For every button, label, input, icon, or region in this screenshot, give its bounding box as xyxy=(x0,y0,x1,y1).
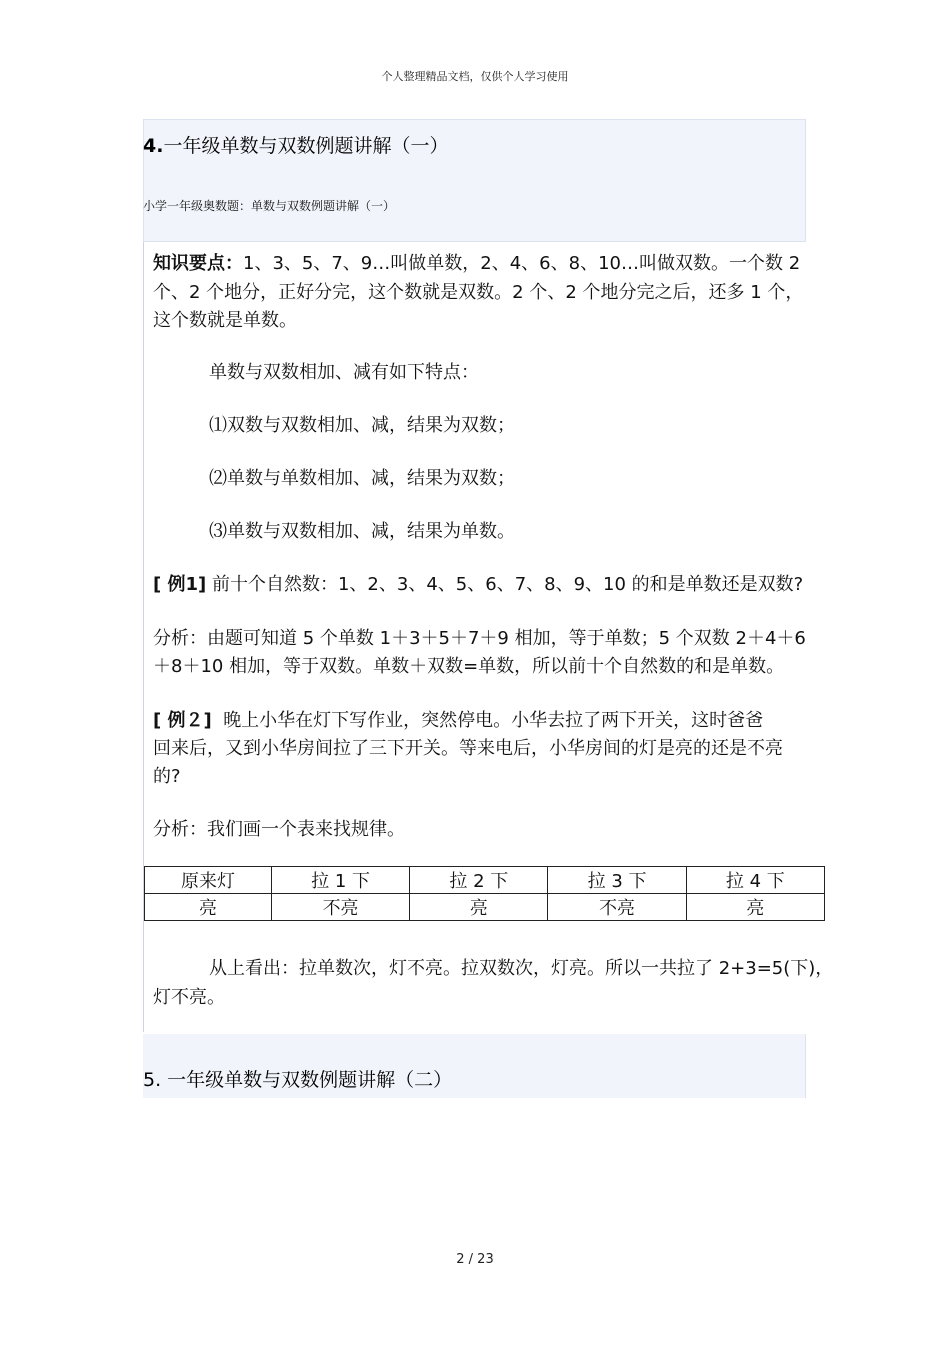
example-2-line-2: 回来后，又到小华房间拉了三下开关。等来电后，小华房间的灯是亮的还是不亮 xyxy=(153,738,783,759)
table-cell: 亮 xyxy=(686,894,824,921)
table-header-cell: 原来灯 xyxy=(145,867,272,894)
example-2-label: [ 例２] xyxy=(153,710,212,731)
table-header-cell: 拉 1 下 xyxy=(271,867,409,894)
table-cell: 亮 xyxy=(410,894,548,921)
table-cell: 不亮 xyxy=(271,894,409,921)
table-header-cell: 拉 4 下 xyxy=(686,867,824,894)
section-4-subtitle: 小学一年级奥数题：单数与双数例题讲解（一） xyxy=(143,199,396,213)
table-header-row xyxy=(145,867,825,894)
conclusion-line-2: 灯不亮。 xyxy=(153,987,225,1008)
section-4-title xyxy=(143,131,448,158)
table-cell: 亮 xyxy=(145,894,272,921)
rule-2: ⑵单数与单数相加、减，结果为双数； xyxy=(209,468,515,489)
table-row xyxy=(145,894,825,921)
lamp-state-table xyxy=(144,866,825,921)
rule-3: ⑶单数与双数相加、减，结果为单数。 xyxy=(209,521,515,542)
example-1-analysis-1: 分析：由题可知道 5 个单数 1＋3＋5＋7＋9 相加，等于单数；5 个双数 2＋4＋6 xyxy=(153,628,806,649)
table-header-cell: 拉 3 下 xyxy=(548,867,686,894)
knowledge-line-3: 这个数就是单数。 xyxy=(153,310,297,331)
knowledge-text-1: 1、3、5、7、9…叫做单数，2、4、6、8、10…叫做双数。一个数 2 xyxy=(243,253,801,274)
section-5-title: 5. 一年级单数与双数例题讲解（二） xyxy=(143,1069,453,1091)
page-number: 2 / 23 xyxy=(456,1252,494,1267)
section-4-title-text: 一年级单数与双数例题讲解（一） xyxy=(163,135,449,157)
example-1-analysis-2: ＋8＋10 相加，等于双数。单数＋双数=单数，所以前十个自然数的和是单数。 xyxy=(153,656,785,677)
example-2-analysis: 分析：我们画一个表来找规律。 xyxy=(153,819,405,840)
section-4-number: 4. xyxy=(143,135,164,157)
table-header-cell: 拉 2 下 xyxy=(410,867,548,894)
knowledge-line-1 xyxy=(153,249,800,275)
example-2-line-1 xyxy=(153,706,763,732)
header-note: 个人整理精品文档，仅供个人学习使用 xyxy=(381,70,569,83)
table-cell: 不亮 xyxy=(548,894,686,921)
example-2-line-3: 的? xyxy=(153,766,181,787)
conclusion-line-1: 从上看出：拉单数次，灯不亮。拉双数次，灯亮。所以一共拉了 2+3=5(下)， xyxy=(209,958,834,979)
example-2-text-1: 晚上小华在灯下写作业，突然停电。小华去拉了两下开关，这时爸爸 xyxy=(223,710,764,731)
example-1-label: [ 例1] xyxy=(153,574,207,595)
rules-intro: 单数与双数相加、减有如下特点： xyxy=(209,362,479,383)
knowledge-label: 知识要点： xyxy=(153,253,243,274)
knowledge-line-2: 个、2 个地分，正好分完，这个数就是双数。2 个、2 个地分完之后，还多 1 个， xyxy=(153,282,804,303)
example-1-text: 前十个自然数：1、2、3、4、5、6、7、8、9、10 的和是单数还是双数? xyxy=(211,574,804,595)
example-1-question xyxy=(153,570,803,596)
rule-1: ⑴双数与双数相加、减，结果为双数； xyxy=(209,415,515,436)
